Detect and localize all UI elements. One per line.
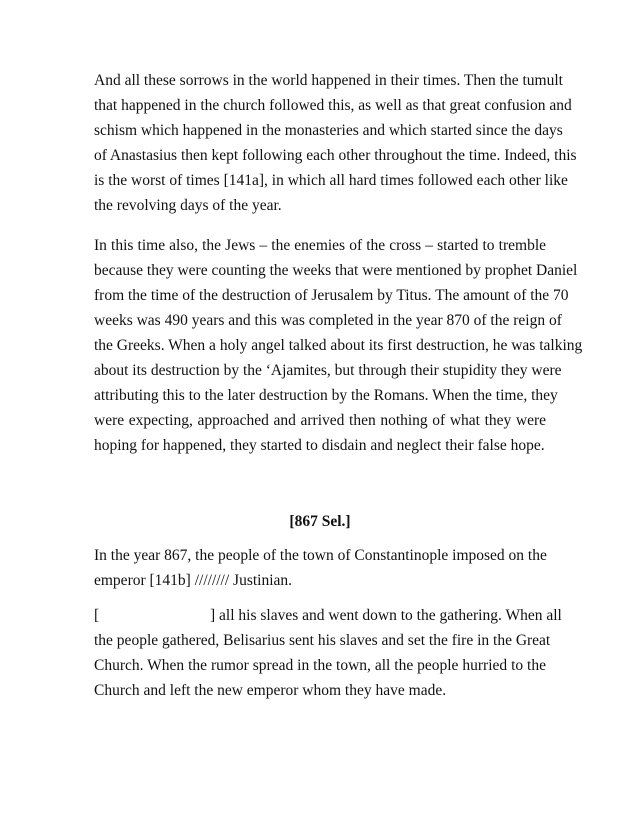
text-line: In this time also, the Jews – the enemies of the cross – started to tremble <box>94 237 546 254</box>
text-line: because they were counting the weeks that were mentioned by prophet Daniel <box>94 262 578 279</box>
text-line: attributing this to the later destruction by the Romans. When the time, they <box>94 387 558 404</box>
text-line: were expecting, approached and arrived then nothing of what they were <box>94 412 546 429</box>
text-line: about its destruction by the ‘Ajamites, but through their stupidity they were <box>94 362 562 379</box>
paragraph-belisarius <box>94 603 562 703</box>
text-line: emperor [141b] //////// Justinian. <box>94 572 293 589</box>
text-line: that happened in the church followed this, as well as that great confusion and <box>94 97 572 114</box>
text-line: ] all his slaves and went down to the gathering. When all <box>210 607 562 624</box>
text-line: And all these sorrows in the world happened in their times. Then the tumult <box>94 72 563 89</box>
section-heading: [867 Sel.] <box>289 513 351 530</box>
text-line: the revolving days of the year. <box>94 197 282 214</box>
text-line: of Anastasius then kept following each other throughout the time. Indeed, this <box>94 147 577 164</box>
text-line: the Greeks. When a holy angel talked about its first destruction, he was talking <box>94 337 583 354</box>
text-line: is the worst of times [141a], in which all hard times followed each other like <box>94 172 568 189</box>
text-line: from the time of the destruction of Jerusalem by Titus. The amount of the 70 <box>94 287 569 304</box>
text-line: weeks was 490 years and this was completed in the year 870 of the reign of <box>94 312 562 329</box>
text-line: the people gathered, Belisarius sent his slaves and set the fire in the Great <box>94 632 551 649</box>
text-line: Church. When the rumor spread in the town, all the people hurried to the <box>94 657 546 674</box>
paragraph-year-867 <box>94 543 546 593</box>
paragraph-jews <box>94 233 583 458</box>
text-line: schism which happened in the monasteries and which started since the days <box>94 122 563 139</box>
text-line-lacuna <box>94 603 562 628</box>
text-line: hoping for happened, they started to disdain and neglect their false hope. <box>94 437 545 454</box>
text-line: In the year 867, the people of the town of Constantinople imposed on the <box>94 547 547 564</box>
text-line: Church and left the new emperor whom they have made. <box>94 682 447 699</box>
paragraph-sorrows <box>94 68 577 218</box>
lacuna-open-bracket: [ <box>94 607 100 624</box>
